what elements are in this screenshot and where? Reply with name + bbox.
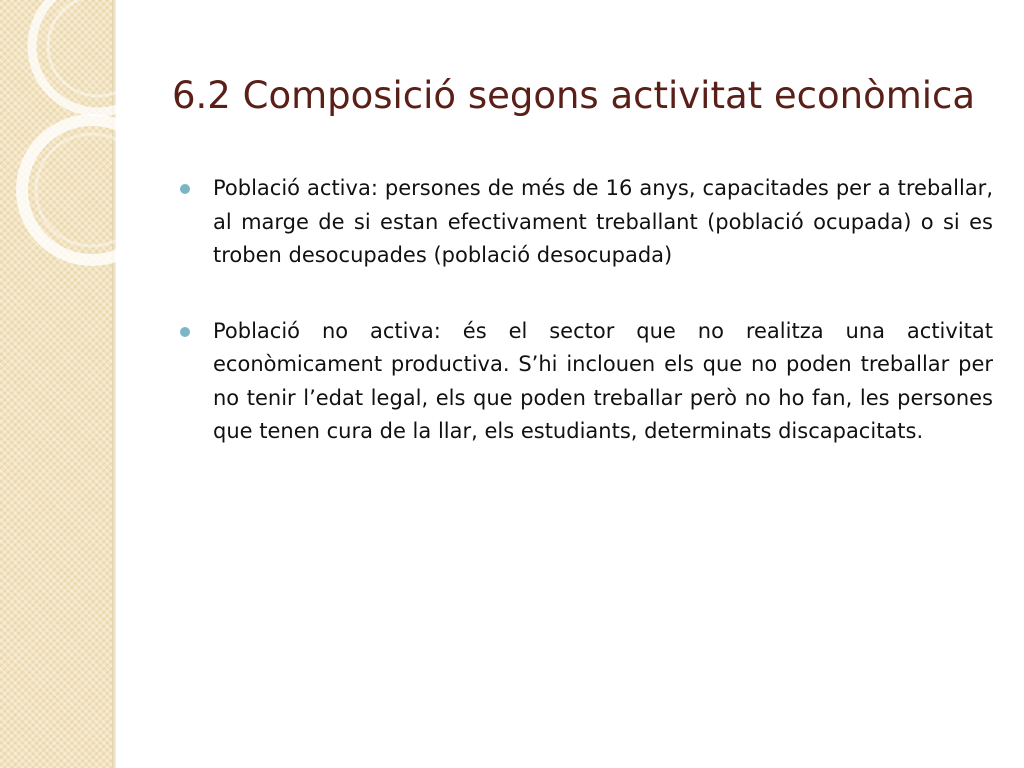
bullet-item: [180, 172, 993, 273]
bullet-dot-icon: [180, 327, 190, 337]
bullet-dot-icon: [180, 184, 190, 194]
bullet-text: Població activa: persones de més de 16 anys, capacitades per a treballar, al marge de si estan efectivament treballant (població ocupada) o si es troben desocupades (població desocupada): [213, 176, 993, 267]
bullet-item: [180, 315, 993, 449]
slide-title: 6.2 Composició segons activitat econòmica: [172, 74, 976, 117]
bullet-text: Població no activa: és el sector que no realitza una activitat econòmicament productiva. S’hi inclouen els que no poden treballar per no tenir l’edat legal, els que poden treballar però no ho fan, les persones que tenen cura de la llar, els estudiants, determinats discapacitats.: [213, 318, 993, 443]
decorative-rings-icon: [0, 0, 160, 300]
bullet-list: [180, 172, 993, 491]
